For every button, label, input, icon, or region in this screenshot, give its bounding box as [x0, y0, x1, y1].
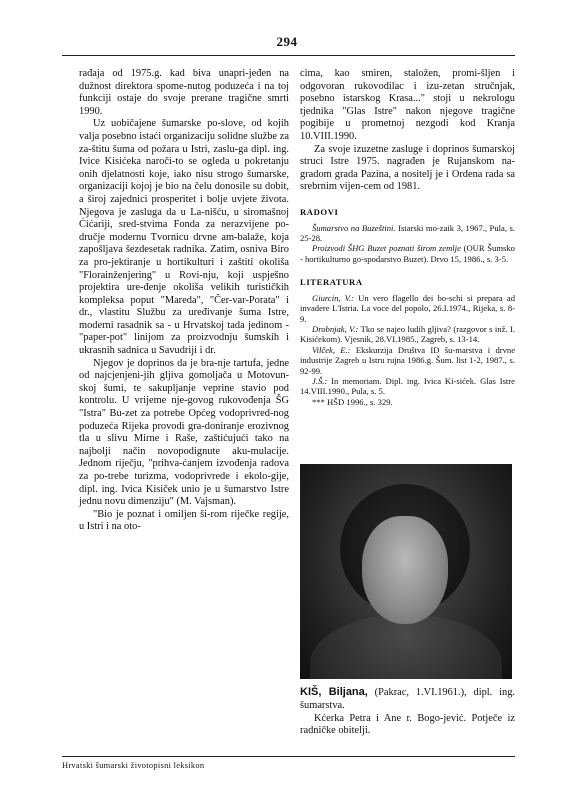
portrait-face [362, 516, 448, 624]
reference-author: Giurcin, V.: [312, 292, 354, 303]
reference-author: J.Š.: [312, 376, 328, 386]
left-column [79, 68, 289, 534]
portrait-photo [300, 464, 512, 679]
paragraph: "Bio je poznat i omiljen ši-rom riječke regije, u Istri i na oto- [79, 508, 289, 533]
reference-detail: *** HŠD 1996., s. 329. [312, 396, 393, 407]
footer-text: Hrvatski šumarski životopisni leksikon [62, 761, 205, 770]
footer-rule [62, 756, 515, 757]
paragraph: Za svoje izuzetne zasluge i doprinos šumarskoj struci Istre 1975. nagrađen je Rujanskom na-gradom grada Pazina, a nositelj je i Ordena rada sa srebrnim vijen-cem od 1981. [300, 143, 515, 193]
reference-item [300, 397, 515, 407]
reference-item [300, 293, 515, 324]
entry-name: KIŠ, Biljana, [300, 686, 368, 698]
page-number: 294 [276, 34, 298, 49]
reference-item [300, 345, 515, 376]
reference-item [300, 243, 515, 264]
reference-title: Šumarstvo na Buzeštini. [312, 222, 396, 233]
biography-entry [300, 686, 515, 738]
header-rule [62, 55, 515, 56]
reference-item [300, 324, 515, 345]
reference-detail: Un vero flagello dei bo-schi si prepara ad invadere L'Istria. La voce del popolo, 26.I.1974., Rijeka, s. 8-9. [300, 292, 515, 324]
reference-detail: Tko se najeo ludih gljiva? (razgovor s inž. I. Kisićekom). Vjesnik, 28.VI.1985., Zagreb, s. 13-14. [300, 323, 515, 345]
entry-text: Kćerka Petra i Ane r. Bogo-jević. Potječe iz radničke obitelji. [300, 712, 515, 737]
literatura-heading: LITERATURA [300, 277, 363, 288]
reference-detail: In memoriam. Dipl. ing. Ivica Ki-sićek. Glas Istre 14.VIII.1990., Pula, s. 5. [300, 376, 515, 397]
entry-heading [300, 686, 515, 713]
reference-detail: Ekskurzija Društva ID šu-marstva i drvne industrije Zagreb u Istru rujna 1986.g. Šum. list 1-2, 1987., s. 92-99. [300, 344, 516, 376]
paragraph: cima, kao smiren, staložen, promi-šljen i odgovoran rukovodilac i izu-zetan stručnjak, posebno istarskog Krasa..." stoji u nekrologu tjednika "Glas Istre" nakon njegove tragične pogibije u prometnoj nezgodi kod Kranja 10.VIII.1990. [300, 68, 515, 142]
reference-title: Proizvodi ŠHG Buzet poznati širom zemlje [312, 243, 461, 254]
entry-birth: (Pakrac, 1.VI.1961.), dipl. ing. šumarstva. [300, 687, 515, 711]
paragraph: Uz uobičajene šumarske po-slove, od kojih valja posebno istaći organizaciju solidne službe za za-štitu šuma od požara u Istri, zaslu-ga dipl. ing. Ivice Kisićeka naroči-to se ogleda u pokretanju onih djelatnosti koje, iako nisu strogo šumarske, organizaciji kojoj je bio na čelu donosile su dobit, a široj zajednici prosperitet i bolje uvjete života. Njegova je zasluga da u La-nišću, u siromašnoj Ćićariji, sred-stvima Fonda za nerazvijene po-dručje modernu Tvornicu drvne am-balaže, koja zapošljava šezdesetak radnika. Zatim, osniva Biro za pro-jektiranje u hortikulturi i zaštiti okoliša "Florainženjering" u Rovi-nju, koji uspješno projektira ure-đenje okoliša velikih turističkih kompleksa poput "Mareda", "Čer-var-Porata" i dr., vlastitu Službu za uređivanje šuma Istre, moderni rasadnik sa - u Hrvatskoj tada jedinom - "paper-pot" linijom za proizvodnju šumskih i ukrasnih sadnica u Savudriji i dr. [79, 118, 289, 357]
reference-author: Vilček, E.: [312, 344, 351, 355]
paragraph: rađaja od 1975.g. kad biva unapri-jeđen na dužnost direktora spome-nutog poduzeća i na toj funkciji ostaje do svoje prerane tragične smrti 1990. [79, 68, 289, 117]
reference-detail: Istarski mo-zaik 3, 1967., Pula, s. 25-28. [300, 222, 515, 243]
reference-item [300, 223, 515, 244]
reference-author: Drobnjak, V.: [312, 323, 359, 334]
right-column [300, 68, 515, 407]
reference-detail: (OUR Šumsko - hortikulturno go-spodarstvo Buzet). Drvo 15, 1986., s. 3-5. [300, 243, 515, 264]
reference-item [300, 376, 515, 397]
radovi-heading: RADOVI [300, 206, 339, 217]
paragraph: Njegov je doprinos da je bra-nje tartufa, jedne od najcjenjeni-jih gljiva gomoljača u Motovun-skoj šumi, te sakupljanje veprine stavio pod kontrolu. U vrijeme nje-govog rukovođenja ŠG "Istra" Bu-zet za potrebe Općeg vodoprivred-nog poduzeća Rijeka provodi gra-doniranje erozivnog tla u slivu Mirne i Raše, zaštićujući tako na najbolji način novopodignute aku-mulacije. Jednom riječju, "prihva-ćanjem izvođenja radova za po-trebe turizma, vodoprivrede i ekolo-gije, dipl. ing. Ivica Kisiček unio je u šumarstvo Istre jednu novu dimenziju" (M. Vajsman). [79, 357, 289, 508]
